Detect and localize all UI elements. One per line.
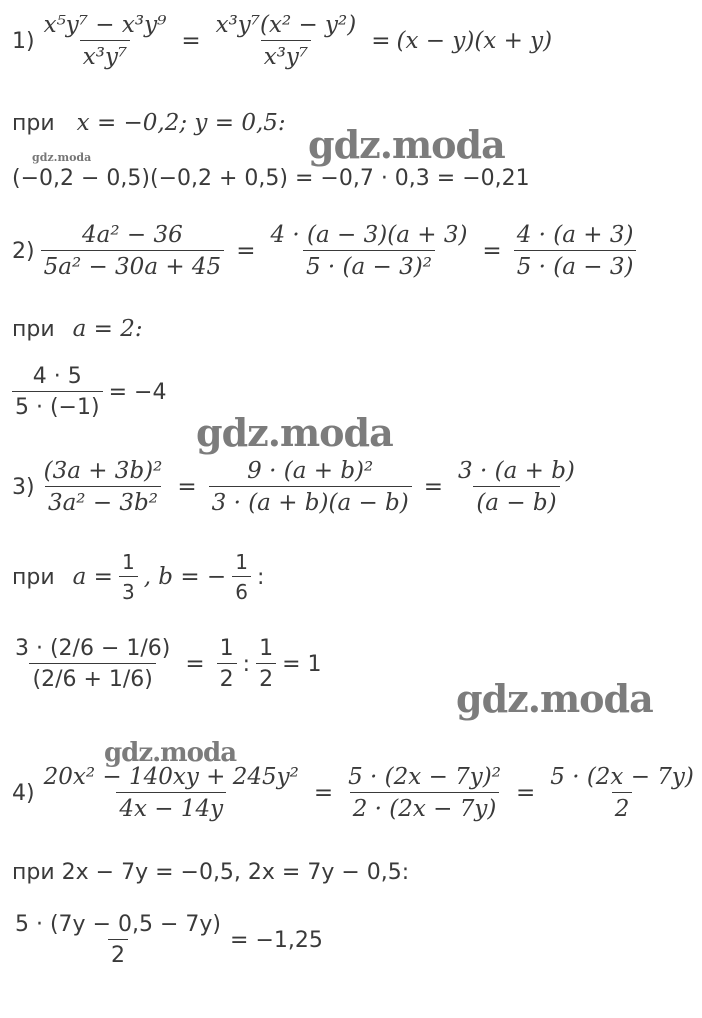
problem-3-calculation: $\frac{3 \cdot (2/6 - 1/6)}{(2/6 + 1/6)}$ = $\frac{1}{2}$ : $\frac{1}{2}$ = 1 xyxy=(6,636,322,692)
problem-number: 4) xyxy=(12,780,35,806)
watermark: gdz.moda xyxy=(456,676,653,721)
numerator: 1 xyxy=(259,636,274,661)
condition-word: при xyxy=(12,110,55,136)
denominator: 5 · (a − 3) xyxy=(514,250,637,280)
condition-b: , b = − xyxy=(143,564,227,590)
problem-2-condition xyxy=(12,316,143,342)
fraction xyxy=(455,458,578,516)
denominator: 3a² − 3b² xyxy=(45,486,161,516)
numerator: 1 xyxy=(121,550,135,574)
numerator: 5 · (2x − 7y)² xyxy=(348,764,501,790)
problem-number: 1) xyxy=(12,28,35,54)
numerator: (3a + 3b)² xyxy=(43,458,163,484)
fraction xyxy=(209,458,412,516)
problem-number: 3) xyxy=(12,474,35,500)
fraction xyxy=(213,12,360,70)
fraction xyxy=(232,550,251,604)
problem-3-condition xyxy=(12,550,264,604)
fraction xyxy=(12,912,224,968)
watermark: gdz.moda xyxy=(104,738,237,768)
numerator: 3 · (a + b) xyxy=(458,458,575,484)
fraction xyxy=(217,636,237,692)
problem-2-calculation xyxy=(6,364,166,420)
fraction xyxy=(41,764,302,822)
numerator: 9 · (a + b)² xyxy=(247,458,374,484)
fraction xyxy=(41,222,225,280)
condition-a: a = xyxy=(72,564,113,590)
condition-end: : xyxy=(256,564,265,590)
watermark: gdz.moda xyxy=(196,410,393,455)
numerator: 5 · (2x − 7y) xyxy=(550,764,694,790)
result: = −1,25 xyxy=(230,927,323,953)
denominator: 3 xyxy=(119,576,138,604)
fraction xyxy=(41,458,166,516)
fraction xyxy=(256,636,276,692)
problem-4-equation: 4) $\frac{\text{20x² − 140xy + 245y²}}{4x - 14y}$ = $\frac{\text{5 · (2x − 7y)²}}{2 \cdot (2x - 7y)}$ = $\frac{5 \cdot (2x - 7y)}{2}$ xyxy=(12,764,702,822)
condition: a = 2: xyxy=(72,316,143,342)
numerator: x⁵y⁷ − x³y⁹ xyxy=(43,12,167,38)
problem-number: 2) xyxy=(12,238,35,264)
numerator: 3 · (2/6 − 1/6) xyxy=(15,636,171,661)
fraction xyxy=(41,12,170,70)
numerator: x³y⁷(x² − y²) xyxy=(215,12,357,38)
fraction xyxy=(12,364,103,420)
fraction xyxy=(547,764,697,822)
watermark: gdz.moda xyxy=(308,122,505,167)
denominator: 2 xyxy=(217,663,237,692)
result: (x − y)(x + y) xyxy=(396,28,553,54)
denominator: 2 xyxy=(612,792,633,822)
divide-sign: : xyxy=(242,651,251,677)
denominator: 5a² − 30a + 45 xyxy=(41,250,225,280)
condition: x = −0,2; y = 0,5: xyxy=(76,110,286,136)
condition: при 2x − 7y = −0,5, 2x = 7y − 0,5: xyxy=(12,860,410,885)
problem-1-equation: 1) $\frac{\text{x⁵y⁷ − x³y⁹}}{\text{x³y⁷}}$ = $\frac{\text{x³y⁷(x² − y²)}}{\text{x³y⁷}}$ = (x − y)(x + y) xyxy=(12,12,553,70)
calculation: (−0,2 − 0,5)(−0,2 + 0,5) = −0,7 · 0,3 = −0,21 xyxy=(12,166,530,191)
fraction xyxy=(12,636,173,692)
numerator: 4a² − 36 xyxy=(82,222,183,248)
denominator: 3 · (a + b)(a − b) xyxy=(209,486,412,516)
denominator: 2 xyxy=(256,663,276,692)
problem-4-condition xyxy=(12,860,409,885)
numerator: 1 xyxy=(235,550,248,574)
problem-2-equation: 2) $\frac{\text{4a² − 36}}{\text{5a² − 30a + 45}}$ = $\frac{4 \cdot (a - 3)(a + 3)}{\text{5 · (a − 3)²}}$ = $\frac{4 \cdot (a + 3)}{5 \cdot (a - 3)}$ xyxy=(12,222,642,280)
fraction xyxy=(119,550,138,604)
result: = −4 xyxy=(108,379,167,405)
numerator: 1 xyxy=(219,636,234,661)
denominator: x³y⁷ xyxy=(261,40,311,70)
numerator: 4 · (a + 3) xyxy=(516,222,634,248)
result: = 1 xyxy=(282,651,322,677)
denominator: x³y⁷ xyxy=(80,40,130,70)
fraction xyxy=(514,222,637,280)
denominator: 5 · (−1) xyxy=(12,391,103,420)
denominator: 6 xyxy=(232,576,251,604)
numerator: 20x² − 140xy + 245y² xyxy=(43,764,299,790)
problem-1-condition xyxy=(12,110,286,136)
denominator: 2 xyxy=(108,939,128,968)
numerator: 4 · (a − 3)(a + 3) xyxy=(270,222,468,248)
fraction xyxy=(345,764,504,822)
numerator: 4 · 5 xyxy=(32,364,82,389)
denominator: (a − b) xyxy=(473,486,559,516)
problem-3-equation: 3) $\frac{\text{(3a + 3b)²}}{\text{3a² − 3b²}}$ = $\frac{\text{9 · (a + b)²}}{3 \cdot (a + b)(a - b)}$ = $\frac{3 \cdot (a + b)}{(a - b)}$ xyxy=(12,458,584,516)
fraction xyxy=(267,222,470,280)
problem-1-calculation xyxy=(12,166,530,191)
problem-4-calculation xyxy=(6,912,323,968)
denominator: (2/6 + 1/6) xyxy=(29,663,155,692)
denominator: 4x − 14y xyxy=(116,792,226,822)
numerator: 5 · (7y − 0,5 − 7y) xyxy=(15,912,222,937)
watermark-small: gdz.moda xyxy=(32,151,92,164)
condition-word: при xyxy=(12,564,55,590)
denominator: 5 · (a − 3)² xyxy=(303,250,435,280)
condition-word: при xyxy=(12,316,55,342)
denominator: 2 · (2x − 7y) xyxy=(350,792,500,822)
